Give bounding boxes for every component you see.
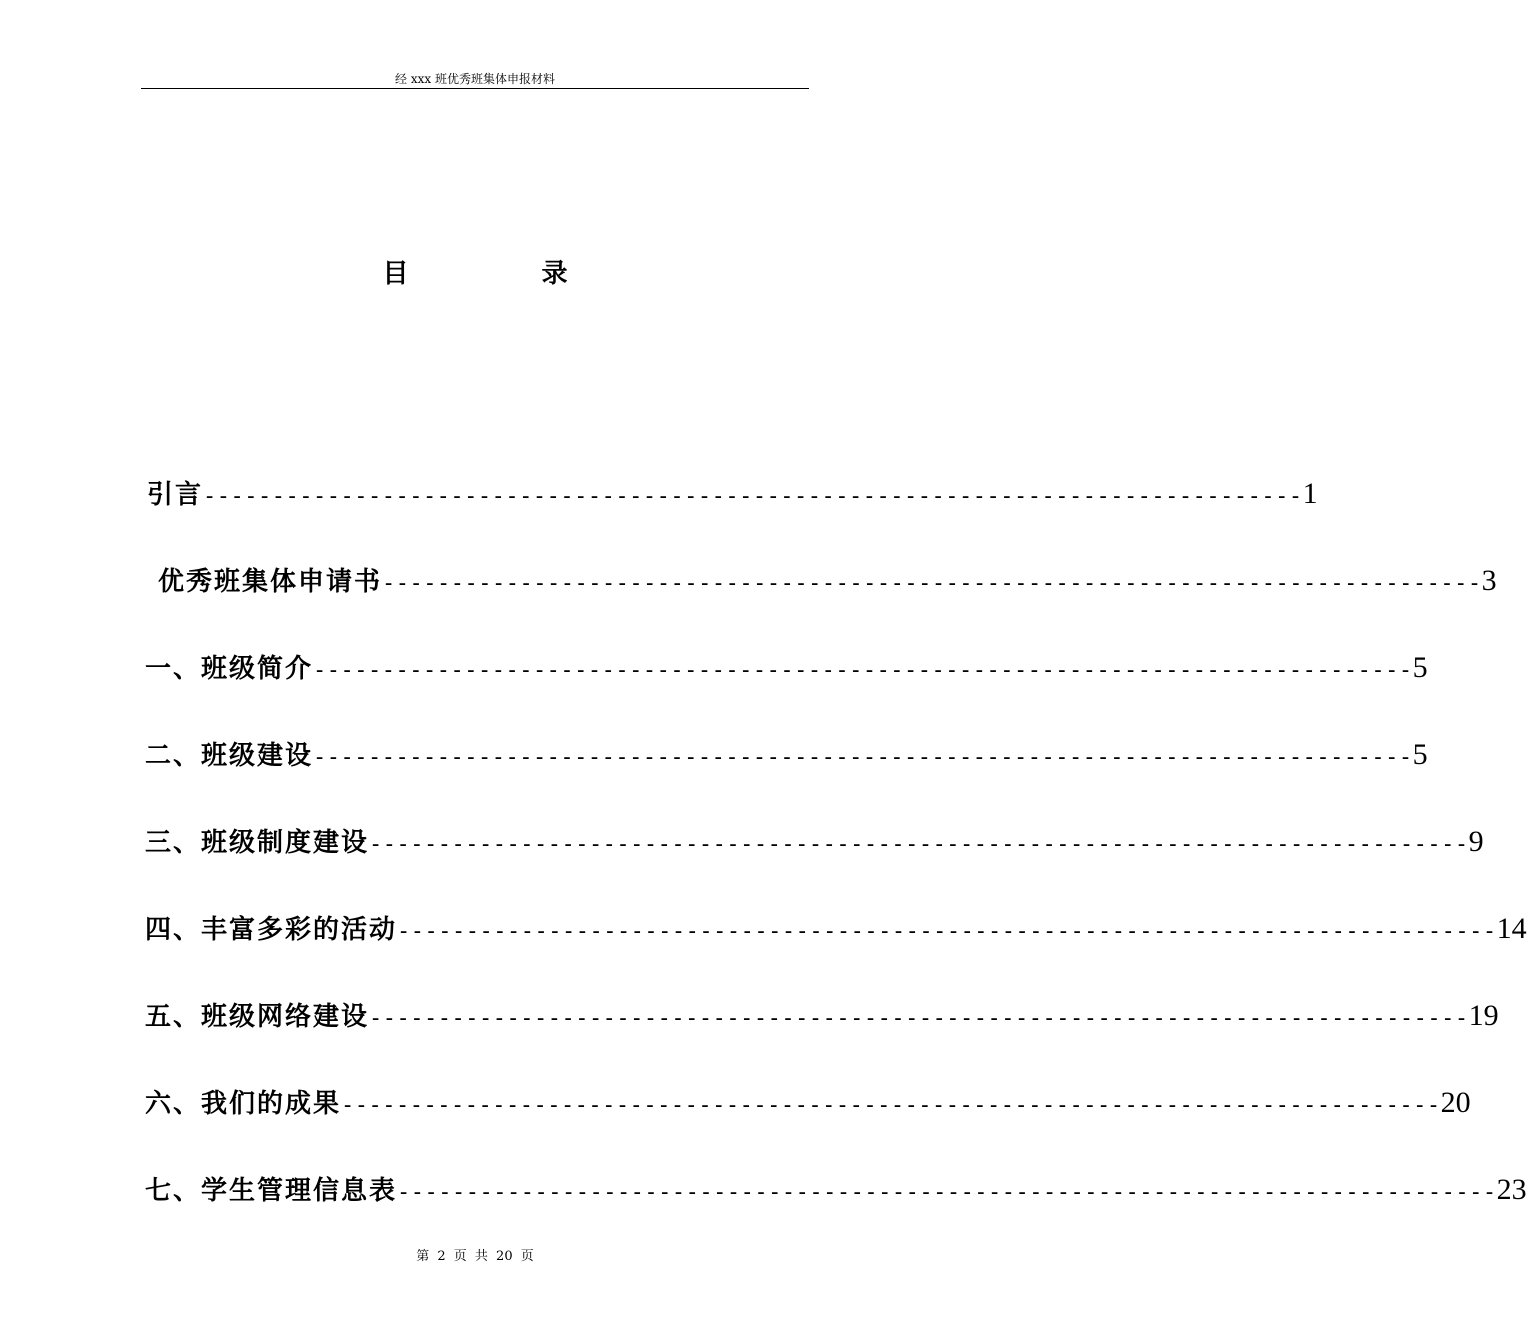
toc-dot-leader: --------------------------------------------------------------------------------: [313, 658, 1413, 683]
page-footer: 第 2 页 共 20 页: [416, 1249, 534, 1264]
toc-entry-student-info[interactable]: [145, 1170, 1527, 1210]
toc-entry-label: 七、学生管理信息表: [145, 1176, 398, 1206]
toc-dot-leader: --------------------------------------------------------------------------------: [382, 571, 1482, 596]
page-header: 经 xxx 班优秀班集体申报材料: [395, 72, 555, 86]
toc-entry-page: 5: [1412, 651, 1428, 684]
toc-entry-label: 一、班级简介: [145, 654, 314, 684]
toc-entry-class-building[interactable]: [145, 735, 1428, 775]
toc-dot-leader: --------------------------------------------------------------------------------: [341, 1093, 1441, 1118]
toc-dot-leader: --------------------------------------------------------------------------------: [203, 484, 1303, 509]
toc-dot-leader: --------------------------------------------------------------------------------: [369, 832, 1469, 857]
toc-entry-label: 三、班级制度建设: [145, 828, 370, 858]
toc-entry-page: 5: [1412, 738, 1428, 771]
toc-entry-page: 14: [1496, 912, 1527, 945]
toc-dot-leader: --------------------------------------------------------------------------------: [397, 919, 1497, 944]
toc-entry-page: 19: [1468, 999, 1499, 1032]
toc-entry-page: 23: [1496, 1173, 1527, 1206]
toc-entry-page: 20: [1440, 1086, 1471, 1119]
toc-dot-leader: --------------------------------------------------------------------------------: [397, 1180, 1497, 1205]
toc-entry-page: 1: [1302, 477, 1318, 510]
toc-entry-label: 优秀班集体申请书: [158, 567, 383, 597]
toc-entry-page: 9: [1468, 825, 1484, 858]
toc-entry-label: 六、我们的成果: [145, 1089, 342, 1119]
toc-dot-leader: --------------------------------------------------------------------------------: [313, 745, 1413, 770]
toc-title: 目 录: [382, 259, 630, 289]
toc-dot-leader: --------------------------------------------------------------------------------: [369, 1006, 1469, 1031]
toc-entry-class-intro[interactable]: [145, 648, 1428, 688]
toc-entry-activities[interactable]: [145, 909, 1527, 949]
toc-entry-page: 3: [1481, 564, 1497, 597]
toc-entry-label: 二、班级建设: [145, 741, 314, 771]
toc-entry-achievements[interactable]: [145, 1083, 1471, 1123]
toc-entry-label: 四、丰富多彩的活动: [145, 915, 398, 945]
toc-entry-label: 引言: [147, 480, 204, 510]
toc-entry-label: 五、班级网络建设: [145, 1002, 370, 1032]
toc-entry-application[interactable]: [158, 561, 1497, 601]
toc-entry-rules[interactable]: [145, 822, 1484, 862]
toc-entry-network[interactable]: [145, 996, 1499, 1036]
toc-entry-intro[interactable]: [147, 474, 1318, 514]
